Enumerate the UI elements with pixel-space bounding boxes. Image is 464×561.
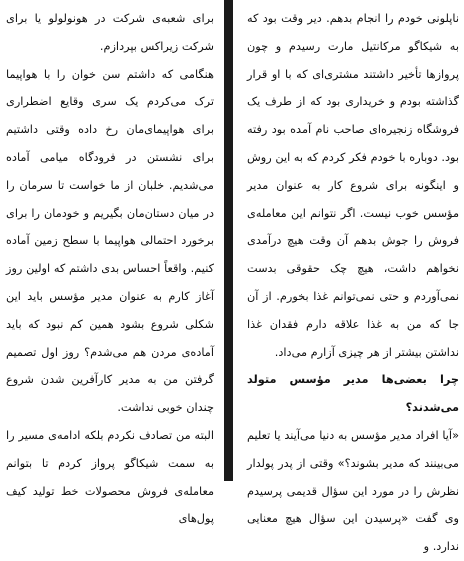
right-paragraph-2: «آیا افراد مدیر مؤسس به دنیا می‌آیند یا تعلیم می‌بینند که مدیر بشوند؟» وقتی از پدر پولدار نظرش را در مورد این سؤال قدیمی پرسیدم وی گفت «پرسیدن این سؤال هیچ معنایی ندارد. و — [247, 428, 459, 554]
right-page — [247, 0, 459, 554]
left-paragraph-2: هنگامی که داشتم سن خوان را با هواپیما ترک می‌کردم یک سری وقایع اضطراری برای هواپیمای‌مان رخ داده وقتی داشتیم برای نشستن در فرودگاه میامی آماده می‌شدیم. خلبان از ما خواست تا سرمان را در میان دستان‌مان بگیریم و خودمان را برای برخورد احتمالی هواپیما با سطح زمین آماده کنیم. واقعاً احساس بدی داشتم که اولین روز آغاز کارم به عنوان مدیر مؤسس باید این شکلی شروع بشود همین کم نبود که باید آماده‌ی مردن هم می‌شدم؟ روز اول تصمیم گرفتن من به مدیر کارآفرین شدن شروع چندان خوبی نداشت. — [6, 67, 214, 415]
left-paragraph-3: البته من تصادف نکردم بلکه ادامه‌ی مسیر را به سمت شیکاگو پرواز کردم تا بتوانم معامله‌ی فروش محصولات خط تولید کیف پول‌های — [6, 428, 214, 526]
right-paragraph-1: ناپلونی خودم را انجام بدهم. دیر وقت بود که به شیکاگو مرکانتیل مارت رسیدم و چون پروازها تأخیر داشتند مشتری‌ای که با او قرار گذاشته بودم و خریداری بود که از طرف یک فروشگاه زنجیره‌ای صاحب نام آمده بود رفته بود. دوباره با خودم فکر کردم که به این روش و اینگونه برای شروع کار به عنوان مدیر مؤسس خوب نیست. اگر نتوانم این معامله‌ی فروش را جوش بدهم آن وقت هیچ درآمدی نخواهم داشت، هیچ چک حقوقی بدست نمی‌آوردم و حتی نمی‌توانم غذا بخورم. از آن جا که من به غذا علاقه دارم فقدان غذا نداشتن بیشتر از هر چیزی آزارم می‌داد. — [247, 12, 459, 359]
section-heading: چرا بعضی‌ها مدیر مؤسس متولد می‌شدند؟ — [247, 373, 459, 415]
page-divider — [224, 0, 233, 481]
left-paragraph-1: برای شعبه‌ی شرکت در هونولولو یا برای شرکت زیراکس بپردازم. — [6, 12, 214, 53]
left-page — [6, 0, 214, 526]
